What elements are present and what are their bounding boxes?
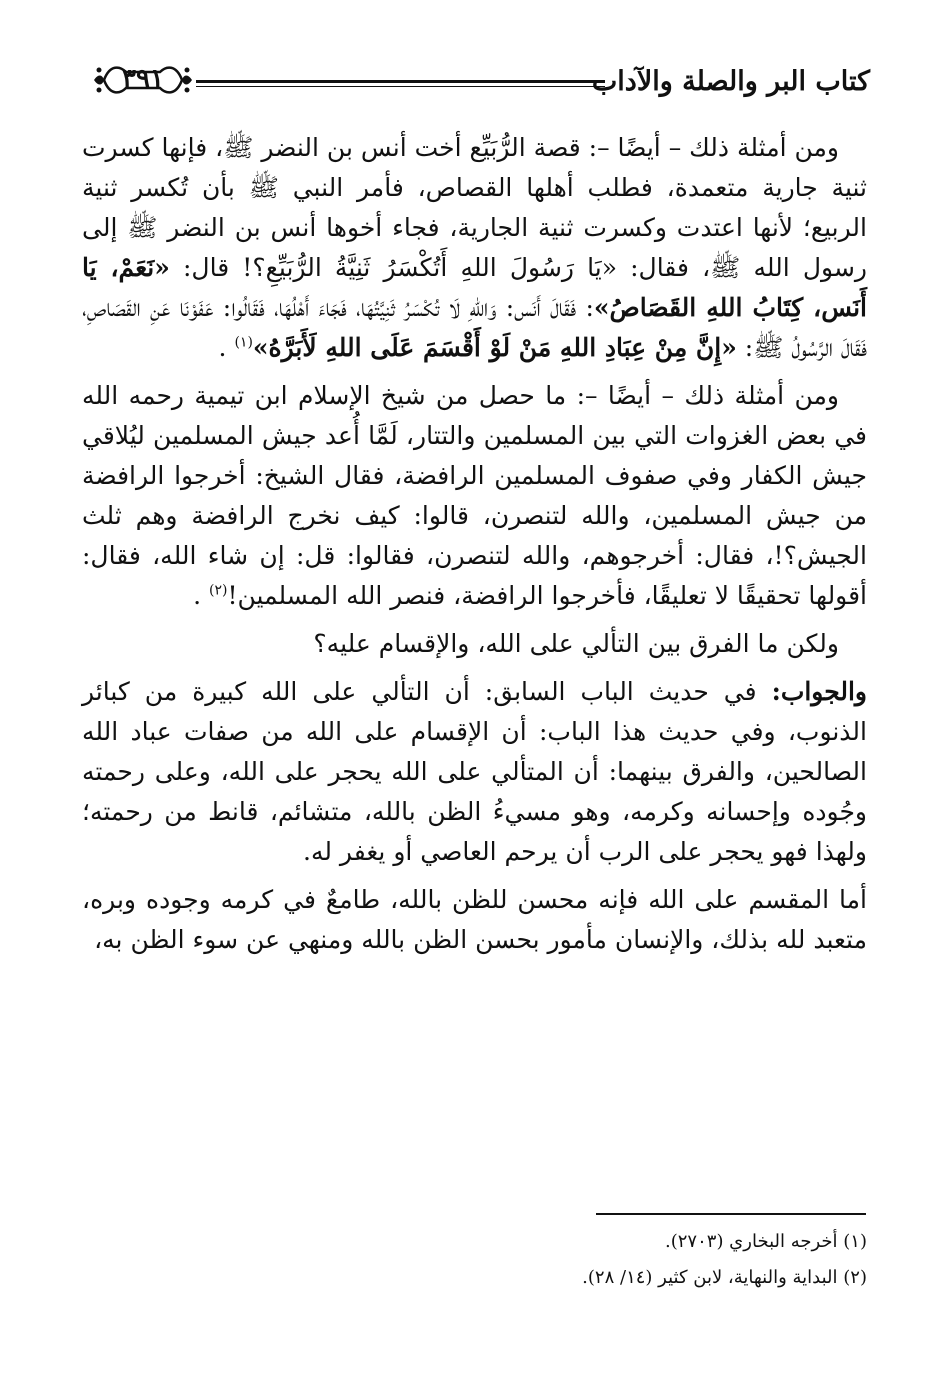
page-header (90, 58, 870, 106)
paragraph-3: ولكن ما الفرق بين التألي على الله، والإقسام عليه؟ (313, 629, 839, 658)
page-number-frame (90, 60, 196, 100)
paragraph-2-text: ومن أمثلة ذلك – أيضًا –: ما حصل من شيخ الإسلام ابن تيمية رحمه الله في بعض الغزوات التي بين المسلمين والتتار، لَمَّا أُعد جيش المسلمين ليُلاقي جيش الكفار وفي صفوف المسلمين الرافضة، فقال الشيخ: أخرجوا الرافضة من جيش المسلمين، والله لتنصرن، قالوا: كيف نخرج الرافضة وهم ثلث الجيش؟!، فقال: أخرجوهم، والله لتنصرن، فقالوا: قل: إن شاء الله، فقال: أقولها تحقيقًا لا تعليقًا، فأخرجوا الرافضة، فنصر الله المسلمين! (82, 381, 867, 610)
footnote-rule (596, 1213, 866, 1215)
footnote-1: (١) أخرجه البخاري (٢٧٠٣). (665, 1231, 867, 1252)
page-number: ٣٩١ (122, 64, 164, 94)
running-title: كتاب البر والصلة والآداب (591, 66, 870, 97)
paragraph-1-end: . (218, 333, 235, 362)
answer-label: والجواب: (771, 677, 867, 706)
main-text (82, 128, 867, 968)
paragraph-5: أما المقسم على الله فإنه محسن للظن بالله، طامعٌ في كرمه وجوده وبره، متعبد لله بذلك، والإنسان مأمور بحسن الظن بالله ومنهي عن سوء الظن به، (82, 885, 867, 954)
paragraph-1-text-b: : فَقَالَ أَنَس: وَاللهِ لَا تُكْسَرُ ثَنِيَّتُهَا، فَجَاءَ أَهْلُهَا، فَقَالُوا: عَفَوْنَا عَنِ القَصَاصِ، فَقَالَ الرَّسُولُ ﷺ: (82, 293, 867, 362)
paragraph-1 (82, 128, 867, 368)
paragraph-2 (82, 376, 867, 616)
paragraph-2-end: . (193, 581, 209, 610)
paragraph-1-text-a: ومن أمثلة ذلك – أيضًا –: قصة الرُّبَيِّع أخت أنس بن النضر ﷺ، فإنها كسرت ثنية جارية متعمدة، فطلب أهلها القصاص، فأمر النبي ﷺ بأن تُكسر ثنية الربيع؛ لأنها اعتدت وكسرت ثنية الجارية، فجاء أخوها أنس بن النضر ﷺ إلى رسول الله ﷺ، فقال: «يَا رَسُولَ اللهِ أَتُكْسَرُ ثَنِيَّةُ الرُّبَيِّعِ؟! قال: (82, 133, 867, 282)
paragraph-4 (82, 672, 867, 872)
header-rule (196, 80, 605, 87)
footnote-ref-2: (٢) (208, 582, 228, 599)
paragraph-4-text: في حديث الباب السابق: أن التألي على الله كبيرة من كبائر الذنوب، وفي حديث هذا الباب: أن الإقسام على الله من صفات عباد الله الصالحين، والفرق بينهما: أن المتألي على الله يحجر على الله، وعلى رحمته وجُوده وإحسانه وكرمه، وهو مسيءُ الظن بالله، متشائم، قانط من رحمته؛ ولهذا فهو يحجر على الرب أن يرحم العاصي أو يغفر له. (82, 677, 867, 866)
hadith-quote-2: «إِنَّ مِنْ عِبَادِ اللهِ مَنْ لَوْ أَقْسَمَ عَلَى اللهِ لَأَبَرَّهُ» (252, 333, 737, 362)
footnote-ref-1: (١) (234, 334, 253, 351)
footnotes (82, 1226, 867, 1298)
hadith-quote-1: «نَعَمْ، يَا أَنَس، كِتَابُ اللهِ القَصَاصُ» (82, 253, 867, 322)
footnote-2: (٢) البداية والنهاية، لابن كثير (١٤/ ٢٨). (582, 1267, 867, 1288)
